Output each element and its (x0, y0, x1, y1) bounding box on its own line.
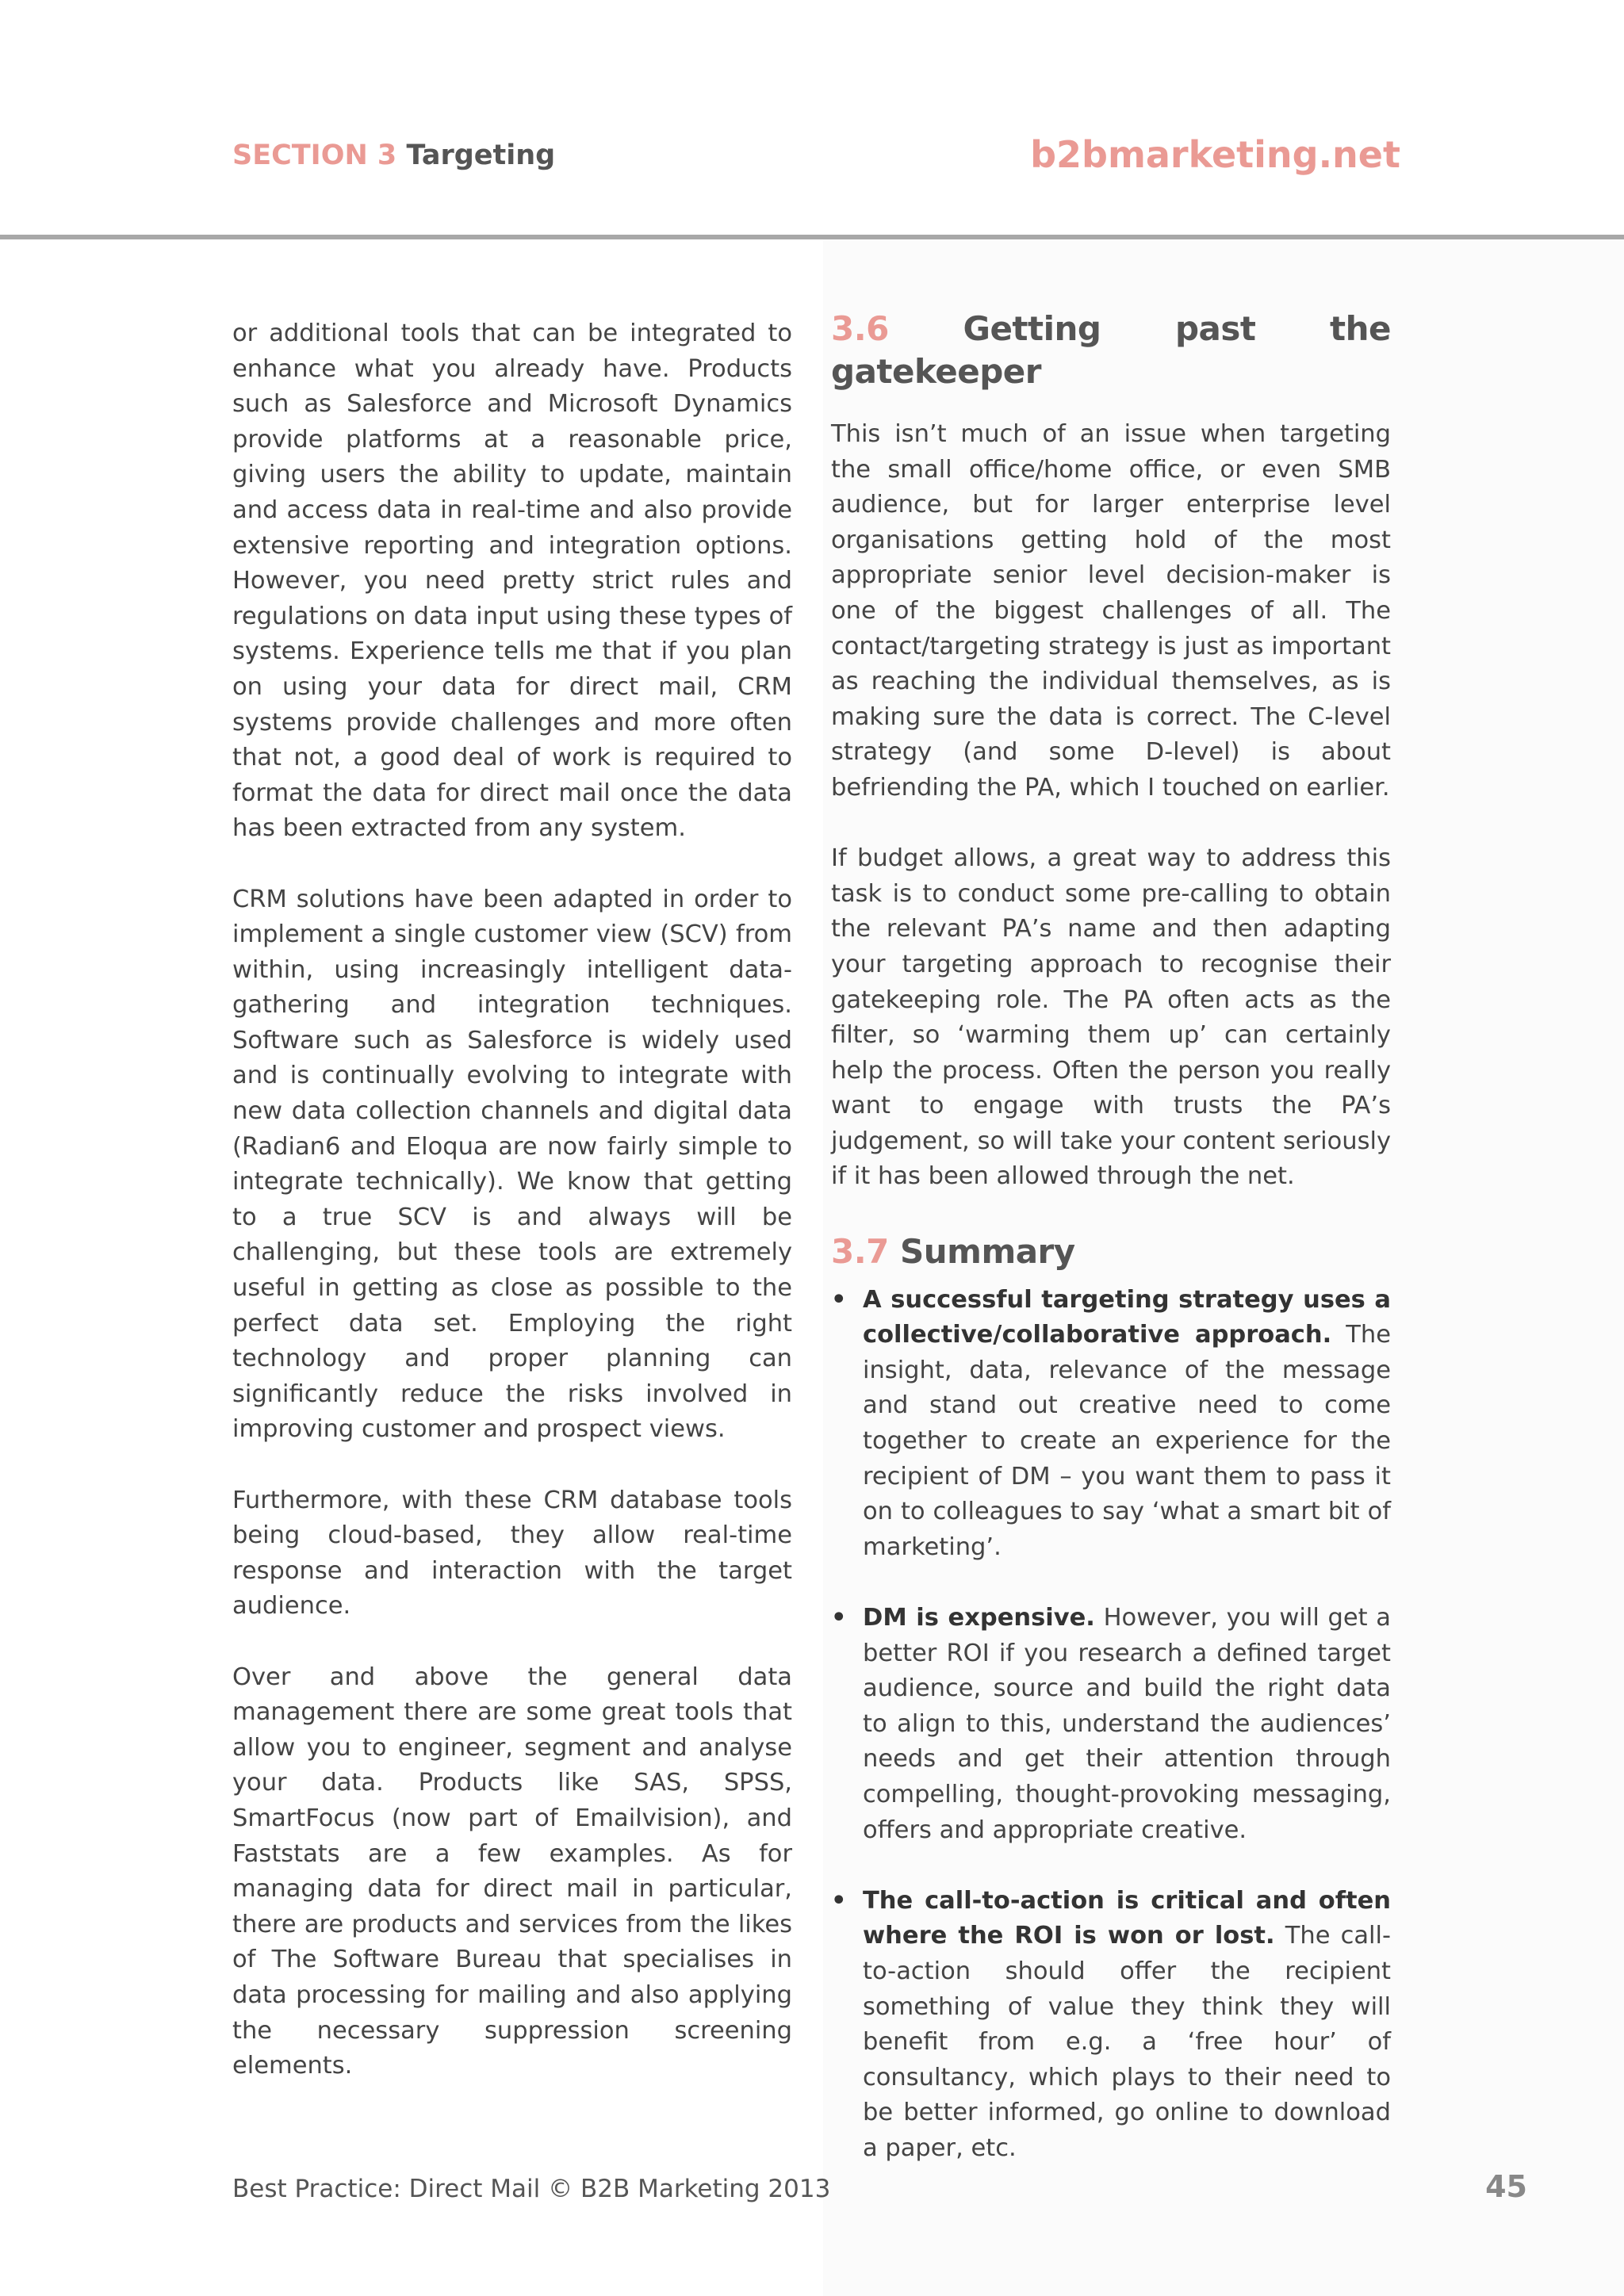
summary-heading (831, 1230, 1391, 1273)
body-paragraph: Over and above the general data management there are some great tools that allow you to engineer, segment and analyse your data. Products like SAS, SPSS, SmartFocus (now part of Emailvision), and Faststats are a few examples. As for managing data for direct mail in particular, there are products and services from the likes of The Software Bureau that specialises in data processing for mailing and also applying the necessary suppression screening elements. (232, 1663, 792, 2080)
list-item-lead: The call-to-action is critical and often where the ROI is won or lost. (863, 1886, 1391, 1950)
body-paragraph: CRM solutions have been adapted in order to implement a single customer view (SCV) from within, using increasingly intelligent data-gathering and integration techniques. Software such as Salesforce is widely used and is continually evolving to integrate with new data collection channels and digital data (Radian6 and Eloqua are now fairly simple to integrate technically). We know that getting to a true SCV is and always will be challenging, but these tools are extremely useful in getting as close as possible to the perfect data set. Employing the right technology and proper planning can significantly reduce the risks involved in improving customer and prospect views. (232, 885, 792, 1444)
body-paragraph: If budget allows, a great way to address this task is to conduct some pre-calling to obtain the relevant PA’s name and then adapting your targeting approach to recognise their gatekeeping role. The PA often acts as the filter, so ‘warming them up’ can certainly help the process. Often the person you really want to engage with trusts the PA’s judgement, so will take your content seriously if it has been allowed through the net. (831, 844, 1391, 1191)
list-item-text: The insight, data, relevance of the message and stand out creative need to come together to create an experience for the recipient of DM – you want them to pass it on to colleagues to say ‘what a smart bit of marketing’. (863, 1321, 1392, 1561)
page-header (0, 0, 1624, 239)
left-column (232, 316, 792, 2119)
bullet-icon: • (831, 1886, 847, 1915)
heading-number: 3.6 (831, 309, 889, 348)
section-title: Targeting (406, 140, 556, 171)
gatekeeper-heading (831, 308, 1391, 393)
heading-title: Summary (900, 1231, 1075, 1271)
list-item-text: However, you will get a better ROI if you research a defined target audience, source and build the right data to align to this, understand the audiences’ needs and get their attention through compelling, thought-provoking messaging, offers and appropriate creative. (863, 1604, 1391, 1844)
section-label (232, 140, 555, 171)
body-paragraph: or additional tools that can be integrated to enhance what you already have. Products such as Salesforce and Microsoft Dynamics provide platforms at a reasonable price, giving users the ability to update, maintain and access data in real-time and also provide extensive reporting and integration options. However, you need pretty strict rules and regulations on data input using these types of systems. Experience tells me that if you plan on using your data for direct mail, CRM systems provide challenges and more often that not, a good deal of work is required to format the data for direct mail once the data has been extracted from any system. (232, 320, 792, 843)
list-item-lead: A successful targeting strategy uses a collective/collaborative approach. (863, 1285, 1391, 1349)
bullet-icon: • (831, 1604, 847, 1632)
body-paragraph: Furthermore, with these CRM database tools being cloud-based, they allow real-time response and interaction with the target audience. (232, 1486, 792, 1621)
section-number: SECTION 3 (232, 140, 397, 171)
right-column (831, 308, 1391, 2202)
summary-list (831, 1283, 1391, 2167)
list-item (831, 1601, 1391, 1848)
body-paragraph: This isn’t much of an issue when targeting the small office/home office, or even SMB audience, but for larger enterprise level organisations getting hold of the most appropriate senior level decision-maker is one of the biggest challenges of all. The contact/targeting strategy is just as important as reaching the individual themselves, as is making sure the data is correct. The C-level strategy (and some D-level) is about befriending the PA, which I touched on earlier. (831, 420, 1391, 802)
page-number: 45 (1485, 2169, 1527, 2204)
list-item-lead: DM is expensive. (863, 1604, 1095, 1632)
bullet-icon: • (831, 1285, 847, 1314)
list-item-text: The call-to-action should offer the recipient something of value they think they will benefit from e.g. a ‘free hour’ of consultancy, which plays to their need to be better informed, go online to download a paper, etc. (863, 1922, 1392, 2162)
list-item (831, 1884, 1391, 2167)
list-item (831, 1283, 1391, 1566)
site-name: b2bmarketing.net (1030, 133, 1400, 176)
heading-title: Getting past the gatekeeper (831, 309, 1391, 391)
heading-number: 3.7 (831, 1231, 889, 1271)
footer-text: Best Practice: Direct Mail © B2B Marketing 2013 (232, 2175, 831, 2203)
